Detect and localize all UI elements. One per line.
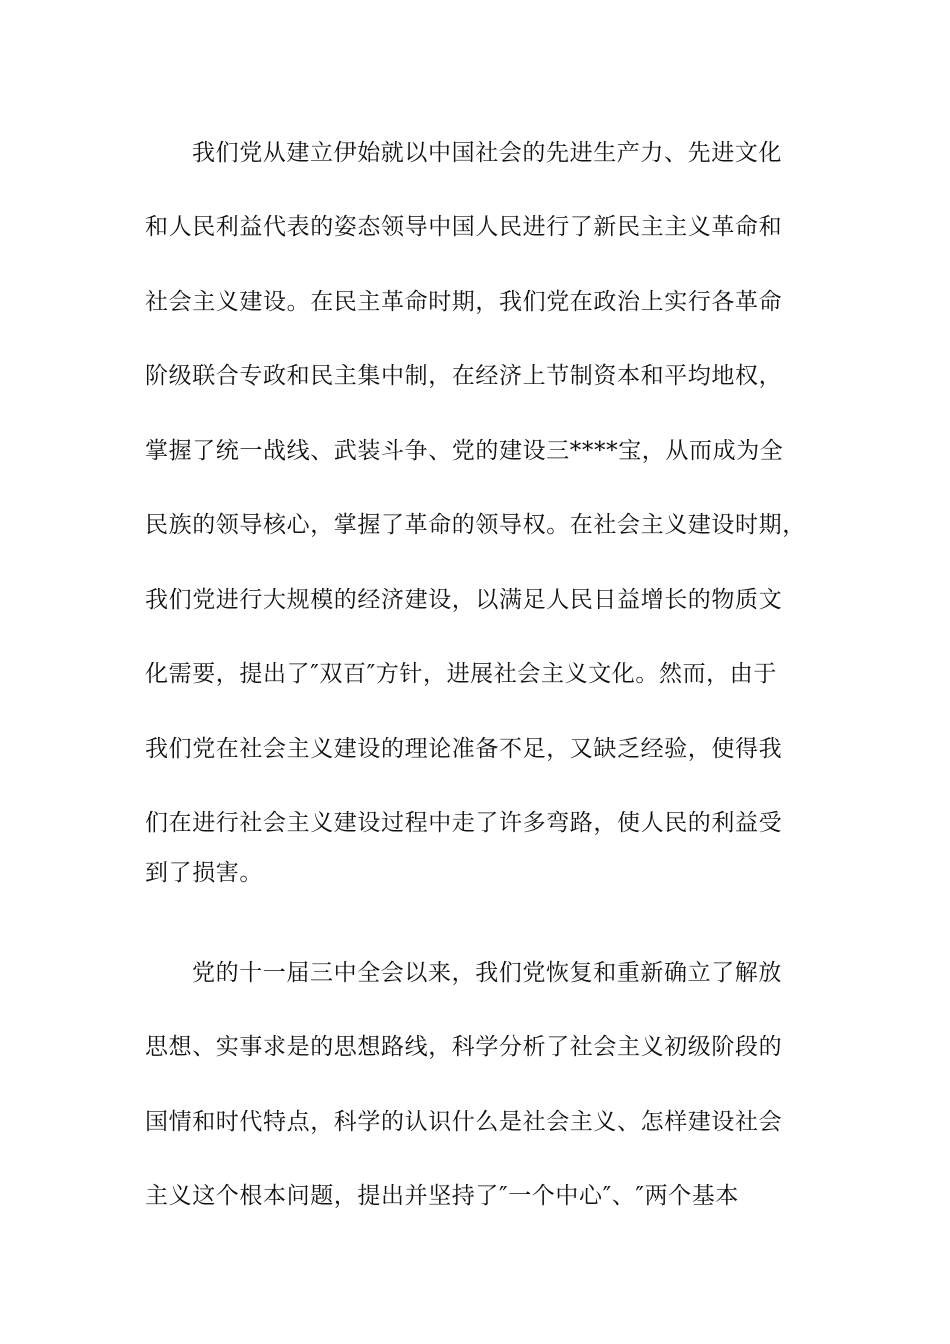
text-line: 党的十一届三中全会以来，我们党恢复和重新确立了解放 xyxy=(192,960,782,986)
text-line: 主义这个根本问题，提出并坚持了″一个中心″、″两个基本 xyxy=(145,1183,739,1209)
text-line: 民族的领导核心，掌握了革命的领导权。在社会主义建设时期， xyxy=(145,512,806,538)
text-line: 我们党进行大规模的经济建设，以满足人民日益增长的物质文 xyxy=(145,587,783,613)
text-line: 们在进行社会主义建设过程中走了许多弯路，使人民的利益受 xyxy=(145,810,783,836)
text-line: 我们党从建立伊始就以中国社会的先进生产力、先进文化 xyxy=(192,140,782,166)
text-line: 社会主义建设。在民主革命时期，我们党在政治上实行各革命 xyxy=(145,289,783,315)
text-line: 阶级联合专政和民主集中制，在经济上节制资本和平均地权， xyxy=(145,363,783,389)
text-line: 到了损害。 xyxy=(145,860,263,886)
text-line: 化需要，提出了″双百″方针，进展社会主义文化。然而，由于 xyxy=(145,661,777,687)
text-line: 我们党在社会主义建设的理论准备不足，又缺乏经验，使得我 xyxy=(145,736,783,762)
text-line: 掌握了统一战线、武装斗争、党的建设三****宝，从而成为全 xyxy=(145,438,784,464)
text-line: 思想、实事求是的思想路线，科学分析了社会主义初级阶段的 xyxy=(145,1034,783,1060)
text-line: 国情和时代特点，科学的认识什么是社会主义、怎样建设社会 xyxy=(145,1109,783,1135)
text-line: 和人民利益代表的姿态领导中国人民进行了新民主主义革命和 xyxy=(145,214,783,240)
